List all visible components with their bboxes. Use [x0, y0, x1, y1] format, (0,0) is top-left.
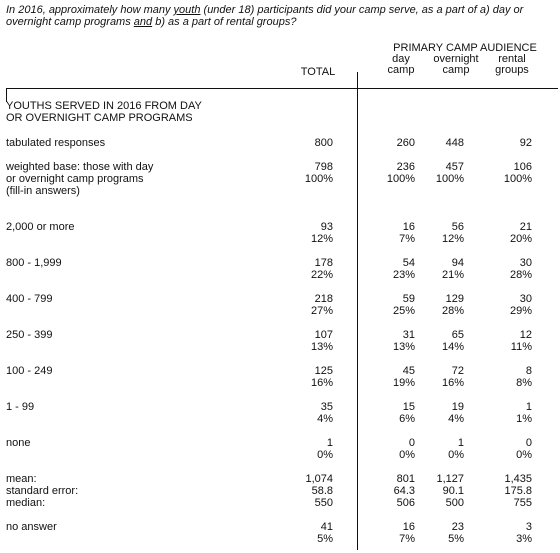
cell-overnight-camp [424, 329, 464, 353]
cell-value: 1 [457, 437, 464, 449]
cell-value: 16 [402, 221, 415, 233]
cell-value: 798 [314, 161, 333, 173]
column-header-line: groups [495, 64, 529, 76]
cell-overnight-camp [424, 221, 464, 245]
cell-value: 7% [399, 233, 415, 245]
cell-value: 1 [326, 437, 333, 449]
cell-value: 5% [317, 533, 333, 545]
cell-day-camp [375, 329, 415, 353]
cell-value: 58.8 [311, 485, 333, 497]
row-label [6, 521, 256, 533]
cell-value: 11% [510, 341, 532, 353]
row-label [6, 293, 256, 305]
cell-total [293, 401, 333, 425]
cell-value: 448 [445, 137, 464, 149]
cell-value: 100% [503, 173, 532, 185]
cell-value: 14% [441, 341, 464, 353]
cell-value: 100% [435, 173, 464, 185]
cell-rental-groups [492, 221, 532, 245]
cell-value: 1 [525, 401, 532, 413]
cell-rental-groups [492, 365, 532, 389]
column-header-day-camp [381, 54, 421, 76]
row-label-line: 800 - 1,999 [6, 257, 62, 269]
cell-day-camp [375, 257, 415, 281]
cell-value: 260 [396, 137, 415, 149]
cell-value: 30 [519, 293, 532, 305]
row-label-line: weighted base: those with day [6, 161, 154, 173]
cell-total [293, 329, 333, 353]
cell-value: 0% [317, 449, 333, 461]
cell-day-camp [375, 365, 415, 389]
cell-value: 28% [509, 269, 532, 281]
column-header-line: rental [498, 53, 526, 65]
row-label-line: 1 - 99 [6, 401, 35, 413]
cell-value: 93 [320, 221, 333, 233]
cell-value: 550 [314, 497, 333, 509]
column-divider [357, 72, 358, 550]
cell-overnight-camp [424, 521, 464, 545]
cell-value: 16% [310, 377, 333, 389]
cell-day-camp [375, 437, 415, 461]
row-label [6, 401, 256, 413]
row-label-line: none [6, 437, 31, 449]
cell-value: 7% [399, 533, 415, 545]
cell-value: 800 [314, 137, 333, 149]
row-label-line: or overnight camp programs [6, 173, 144, 185]
row-label-line: median: [6, 497, 46, 509]
cell-value: 23% [392, 269, 415, 281]
cell-value: 54 [402, 257, 415, 269]
cell-value: 56 [451, 221, 464, 233]
cell-rental-groups [492, 161, 532, 185]
cell-value: 13% [392, 341, 415, 353]
cell-value: 125 [314, 365, 333, 377]
row-label-line: standard error: [6, 485, 79, 497]
cell-value: 19% [392, 377, 415, 389]
cell-rental-groups [492, 329, 532, 353]
cell-day-camp [375, 137, 415, 149]
cell-value: 22% [310, 269, 333, 281]
cell-value: 236 [396, 161, 415, 173]
cell-value: 506 [396, 497, 415, 509]
cell-value: 0 [408, 437, 415, 449]
cell-value: 106 [513, 161, 532, 173]
cell-value: 29% [509, 305, 532, 317]
cell-total [293, 521, 333, 545]
cell-value: 23 [451, 521, 464, 533]
cell-value: 0% [516, 449, 532, 461]
cell-value: 94 [451, 257, 464, 269]
row-label [6, 365, 256, 377]
cell-overnight-camp [424, 437, 464, 461]
cell-value: 16 [402, 521, 415, 533]
cell-day-camp [375, 293, 415, 317]
cell-value: 19 [451, 401, 464, 413]
cell-value: 6% [399, 413, 415, 425]
cell-overnight-camp [424, 137, 464, 149]
row-label-line: 2,000 or more [6, 221, 75, 233]
cell-total [293, 437, 333, 461]
cell-value: 5% [448, 533, 464, 545]
cell-value: 500 [445, 497, 464, 509]
cell-value: 1,435 [504, 473, 532, 485]
cell-overnight-camp [424, 365, 464, 389]
cell-value: 15 [402, 401, 415, 413]
cell-value: 218 [314, 293, 333, 305]
cell-total [293, 293, 333, 317]
cell-value: 3% [516, 533, 532, 545]
cell-value: 21 [519, 221, 532, 233]
header-divider [6, 88, 558, 89]
cell-value: 4% [317, 413, 333, 425]
column-header-rental-groups [490, 54, 534, 76]
row-label [6, 437, 256, 449]
cell-value: 175.8 [504, 485, 532, 497]
cell-rental-groups [492, 521, 532, 545]
cell-total [293, 161, 333, 185]
cell-value: 27% [310, 305, 333, 317]
row-label-line: 100 - 249 [6, 365, 53, 377]
cell-overnight-camp [424, 293, 464, 317]
cell-rental-groups [492, 401, 532, 425]
column-header-line: camp [387, 64, 415, 76]
cell-value: 4% [448, 413, 464, 425]
question-and-underlined: and [133, 16, 153, 28]
question-youth-underlined: youth [173, 4, 201, 16]
cell-value: 21% [441, 269, 464, 281]
column-header-overnight-camp [426, 54, 486, 76]
cell-value: 0 [525, 437, 532, 449]
cell-value: 8 [525, 365, 532, 377]
question-text-1: In 2016, approximately how many [6, 4, 174, 16]
cell-rental-groups [492, 137, 532, 149]
cell-value: 178 [314, 257, 333, 269]
cell-value: 12% [310, 233, 333, 245]
section-title-line: YOUTHS SERVED IN 2016 FROM DAY [6, 100, 202, 112]
cell-value: 41 [320, 521, 333, 533]
column-header-total: TOTAL [300, 66, 336, 78]
cell-value: 100% [304, 173, 333, 185]
cell-value: 16% [441, 377, 464, 389]
column-header-line: camp [442, 64, 470, 76]
cell-overnight-camp [424, 401, 464, 425]
cell-value: 3 [525, 521, 532, 533]
cell-total [293, 137, 333, 149]
question-text-3: b) as a part of rental groups? [152, 16, 297, 28]
section-title-line: OR OVERNIGHT CAMP PROGRAMS [6, 112, 193, 124]
cell-value: 107 [314, 329, 333, 341]
cell-rental-groups [492, 473, 532, 509]
cell-rental-groups [492, 437, 532, 461]
cell-overnight-camp [424, 257, 464, 281]
cell-total [293, 473, 333, 509]
cell-value: 65 [451, 329, 464, 341]
cell-value: 1% [516, 413, 532, 425]
cell-value: 72 [451, 365, 464, 377]
row-label [6, 329, 256, 341]
cell-value: 59 [402, 293, 415, 305]
cell-value: 100% [386, 173, 415, 185]
cell-value: 90.1 [442, 485, 464, 497]
question-text-2: (under 18) participants did your camp serve, as a part of a) day or overnight camp programs [6, 4, 524, 28]
row-label [6, 161, 256, 197]
cell-value: 45 [402, 365, 415, 377]
cell-value: 755 [513, 497, 532, 509]
cell-value: 457 [445, 161, 464, 173]
cell-day-camp [375, 221, 415, 245]
cell-overnight-camp [424, 473, 464, 509]
cell-value: 1,127 [436, 473, 464, 485]
row-label [6, 473, 256, 509]
survey-question [6, 4, 558, 28]
row-label-line: 400 - 799 [6, 293, 53, 305]
cell-value: 28% [441, 305, 464, 317]
cell-day-camp [375, 401, 415, 425]
row-label-line: tabulated responses [6, 137, 106, 149]
cell-value: 0% [399, 449, 415, 461]
cell-value: 20% [509, 233, 532, 245]
cell-value: 31 [402, 329, 415, 341]
cell-value: 1,074 [305, 473, 333, 485]
cell-value: 92 [519, 137, 532, 149]
column-header-line: day [392, 53, 410, 65]
cell-value: 8% [516, 377, 532, 389]
cell-value: 12 [519, 329, 532, 341]
cell-value: 13% [310, 341, 333, 353]
row-label-line: 250 - 399 [6, 329, 53, 341]
cell-day-camp [375, 161, 415, 185]
cell-overnight-camp [424, 161, 464, 185]
cell-rental-groups [492, 257, 532, 281]
cell-value: 12% [441, 233, 464, 245]
cell-day-camp [375, 521, 415, 545]
cell-day-camp [375, 473, 415, 509]
cell-value: 0% [448, 449, 464, 461]
row-label [6, 221, 256, 233]
cell-value: 801 [396, 473, 415, 485]
cell-total [293, 221, 333, 245]
cell-value: 30 [519, 257, 532, 269]
section-title [6, 100, 202, 124]
cell-total [293, 365, 333, 389]
row-label-line: no answer [6, 521, 57, 533]
cell-total [293, 257, 333, 281]
cell-value: 25% [392, 305, 415, 317]
column-header-line: overnight [433, 53, 479, 65]
row-label-line: (fill-in answers) [6, 185, 80, 197]
cell-rental-groups [492, 293, 532, 317]
cell-value: 64.3 [393, 485, 415, 497]
cell-value: 129 [445, 293, 464, 305]
row-label-line: mean: [6, 473, 37, 485]
cell-value: 35 [320, 401, 333, 413]
row-label [6, 137, 256, 149]
column-group-header: PRIMARY CAMP AUDIENCE [393, 42, 537, 54]
row-label [6, 257, 256, 269]
